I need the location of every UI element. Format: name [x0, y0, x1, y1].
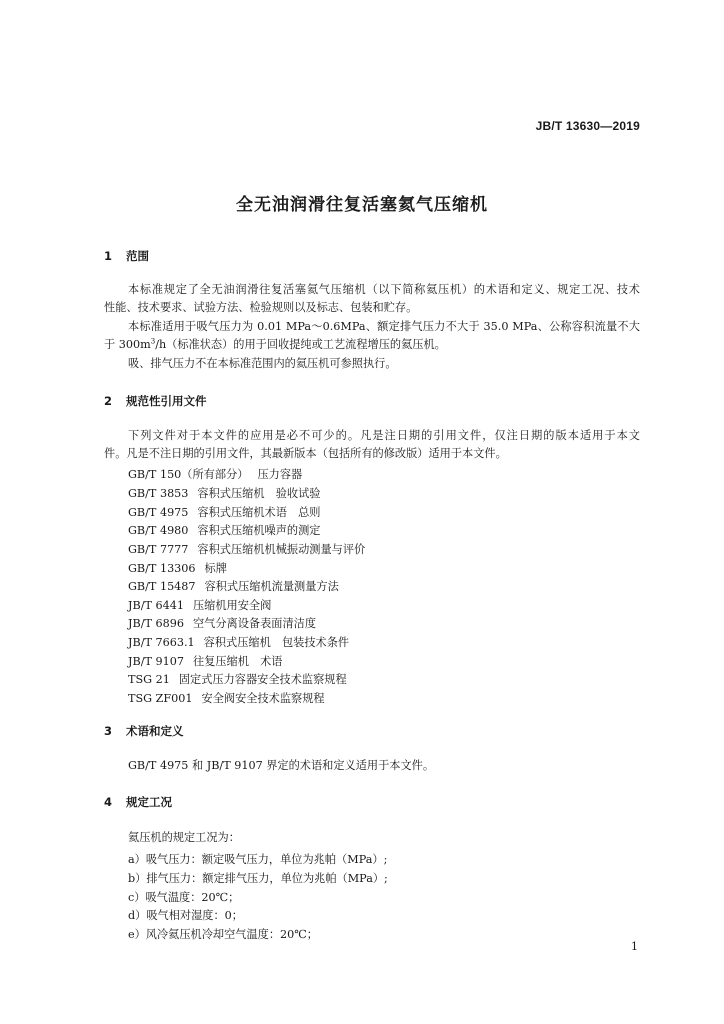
section-title: 术语和定义 [126, 724, 184, 738]
reference-item: GB/T 15487 容积式压缩机流量测量方法 [128, 580, 339, 593]
page-number: 1 [631, 940, 638, 953]
section-3-heading [104, 723, 184, 739]
list-item: a）吸气压力：额定吸气压力，单位为兆帕（MPa）; [128, 853, 388, 866]
section-title: 规范性引用文件 [126, 394, 207, 408]
paragraph-line: 本标准规定了全无油润滑往复活塞氦气压缩机（以下简称氦压机）的术语和定义、规定工况、技术 [128, 283, 640, 296]
section-number: 3 [104, 724, 113, 738]
list-item: c）吸气温度：20℃； [128, 891, 240, 904]
reference-item: JB/T 7663.1 容积式压缩机 包装技术条件 [128, 636, 350, 649]
section-2-heading [104, 393, 207, 409]
paragraph-line: 件。凡是不注日期的引用文件，其最新版本（包括所有的修改版）适用于本文件。 [104, 447, 507, 460]
section-number: 2 [104, 394, 113, 408]
reference-item: TSG ZF001 安全阀安全技术监察规程 [128, 692, 325, 705]
paragraph-line: 于 $300m^3/h$（标准状态）的用于回收提纯或工艺流程增压的氦压机。 [104, 337, 446, 351]
paragraph-line: 本标准适用于吸气压力为 0.01 MPa～0.6MPa、额定排气压力不大于 35.0 MPa、公称容积流量不大 [128, 320, 640, 333]
reference-item: TSG 21 固定式压力容器安全技术监察规程 [128, 673, 347, 686]
list-item: b）排气压力：额定排气压力，单位为兆帕（MPa）; [128, 872, 388, 885]
reference-item: JB/T 6441 压缩机用安全阀 [128, 599, 272, 612]
paragraph-line: 氦压机的规定工况为： [128, 831, 240, 844]
paragraph-line: 吸、排气压力不在本标准范围内的氦压机可参照执行。 [128, 357, 397, 370]
paragraph-line: 性能、技术要求、试验方法、检验规则以及标志、包装和贮存。 [104, 301, 418, 314]
reference-item: GB/T 150（所有部分） 压力容器 [128, 468, 303, 481]
section-1-heading [104, 248, 149, 264]
reference-item: GB/T 4980 容积式压缩机噪声的测定 [128, 524, 321, 537]
document-title: 全无油润滑往复活塞氦气压缩机 [236, 195, 488, 215]
section-title: 规定工况 [126, 795, 172, 809]
list-item: d）吸气相对湿度：0； [128, 909, 243, 922]
paragraph-line: 下列文件对于本文件的应用是必不可少的。凡是注日期的引用文件，仅注日期的版本适用于本文 [128, 429, 640, 442]
list-item: e）风冷氦压机冷却空气温度：20℃； [128, 928, 318, 941]
standard-code: JB/T 13630—2019 [535, 119, 640, 133]
reference-item: JB/T 6896 空气分离设备表面清洁度 [128, 617, 317, 630]
reference-item: GB/T 4975 容积式压缩机术语 总则 [128, 506, 321, 519]
section-title: 范围 [126, 249, 149, 263]
section-4-heading [104, 794, 172, 810]
section-number: 4 [104, 795, 113, 809]
reference-item: GB/T 3853 容积式压缩机 验收试验 [128, 487, 321, 500]
paragraph-line: GB/T 4975 和 JB/T 9107 界定的术语和定义适用于本文件。 [128, 759, 435, 772]
reference-item: JB/T 9107 往复压缩机 术语 [128, 655, 283, 668]
reference-item: GB/T 13306 标牌 [128, 562, 227, 575]
section-number: 1 [104, 249, 113, 263]
reference-item: GB/T 7777 容积式压缩机机械振动测量与评价 [128, 543, 366, 556]
